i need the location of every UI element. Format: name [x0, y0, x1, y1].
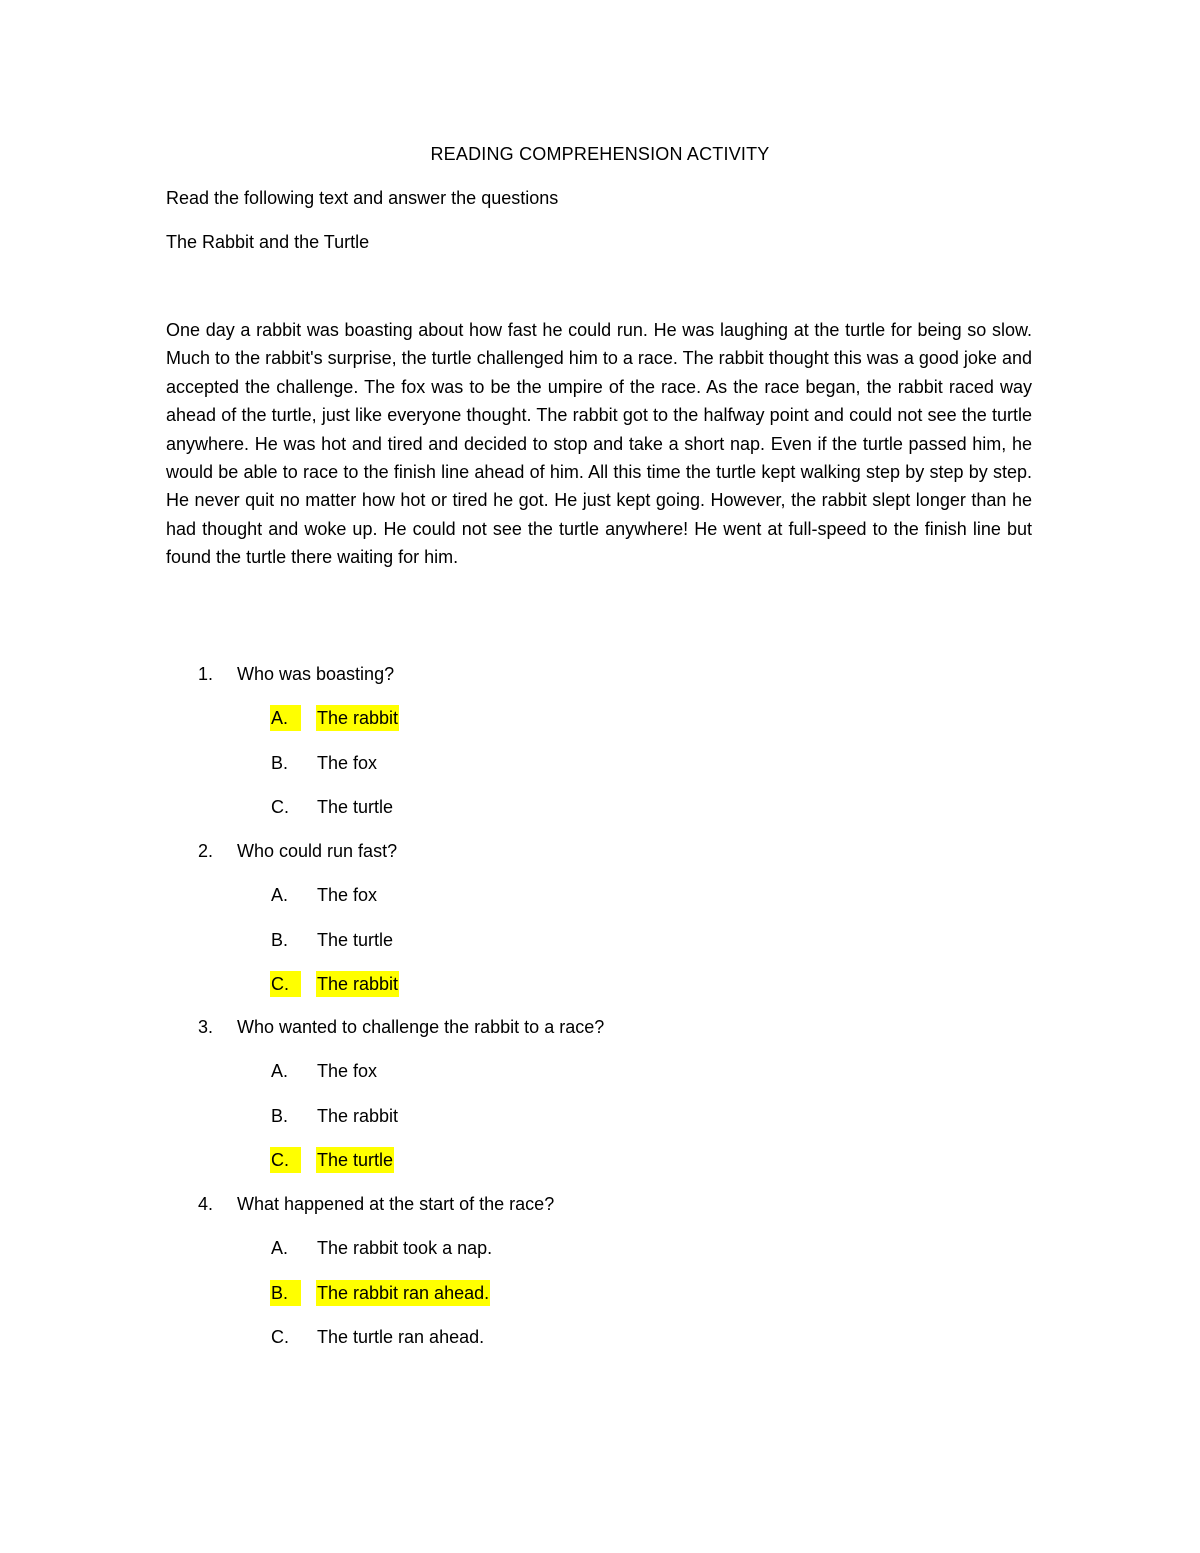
- option-text: The turtle: [317, 930, 394, 950]
- option-letter: B.: [271, 1106, 289, 1126]
- story-title: The Rabbit and the Turtle: [166, 232, 370, 252]
- option-text: The turtle: [317, 797, 394, 817]
- option-letter: C.: [271, 1327, 289, 1347]
- option-letter: B.: [271, 753, 289, 773]
- option-letter: C.: [271, 797, 289, 817]
- question-number: 3.: [198, 1017, 214, 1037]
- option-text: The fox: [317, 1061, 378, 1081]
- option-text: The rabbit took a nap.: [317, 1238, 493, 1258]
- option-letter: B.: [270, 1280, 301, 1306]
- option-text: The turtle ran ahead.: [317, 1327, 485, 1347]
- option-text: The fox: [317, 753, 378, 773]
- question-number: 2.: [198, 841, 214, 861]
- question-text: Who was boasting?: [237, 664, 395, 684]
- option-letter: A.: [270, 705, 301, 731]
- story-passage: One day a rabbit was boasting about how fast he could run. He was laughing at the turtle for being so slow. Much to the rabbit's surprise, the turtle challenged him to a race. The rabbit thought this was a good joke and accepted the challenge. The fox was to be the umpire of the race. As the race began, the rabbit raced way ahead of the turtle, just like everyone thought. The rabbit got to the halfway point and could not see the turtle anywhere. He was hot and tired and decided to stop and take a short nap. Even if the turtle passed him, he would be able to race to the finish line ahead of him. All this time the turtle kept walking step by step by step. He never quit no matter how hot or tired he got. He just kept going. However, the rabbit slept longer than he had thought and woke up. He could not see the turtle anywhere! He went at full-speed to the finish line but found the turtle there waiting for him.: [166, 320, 1032, 568]
- option-letter: C.: [270, 971, 301, 997]
- option-letter: C.: [270, 1147, 301, 1173]
- question-text: Who wanted to challenge the rabbit to a race?: [237, 1017, 605, 1037]
- page-title: READING COMPREHENSION ACTIVITY: [430, 144, 770, 164]
- instructions: Read the following text and answer the questions: [166, 188, 559, 208]
- question-text: What happened at the start of the race?: [237, 1194, 555, 1214]
- option-text: The rabbit: [316, 971, 399, 997]
- option-letter: A.: [271, 1238, 289, 1258]
- question-number: 4.: [198, 1194, 214, 1214]
- question-number: 1.: [198, 664, 214, 684]
- option-text: The rabbit: [316, 705, 399, 731]
- option-letter: B.: [271, 930, 289, 950]
- option-text: The rabbit ran ahead.: [316, 1280, 490, 1306]
- question-text: Who could run fast?: [237, 841, 398, 861]
- option-letter: A.: [271, 1061, 289, 1081]
- option-text: The rabbit: [317, 1106, 399, 1126]
- option-letter: A.: [271, 885, 289, 905]
- option-text: The fox: [317, 885, 378, 905]
- option-text: The turtle: [316, 1147, 394, 1173]
